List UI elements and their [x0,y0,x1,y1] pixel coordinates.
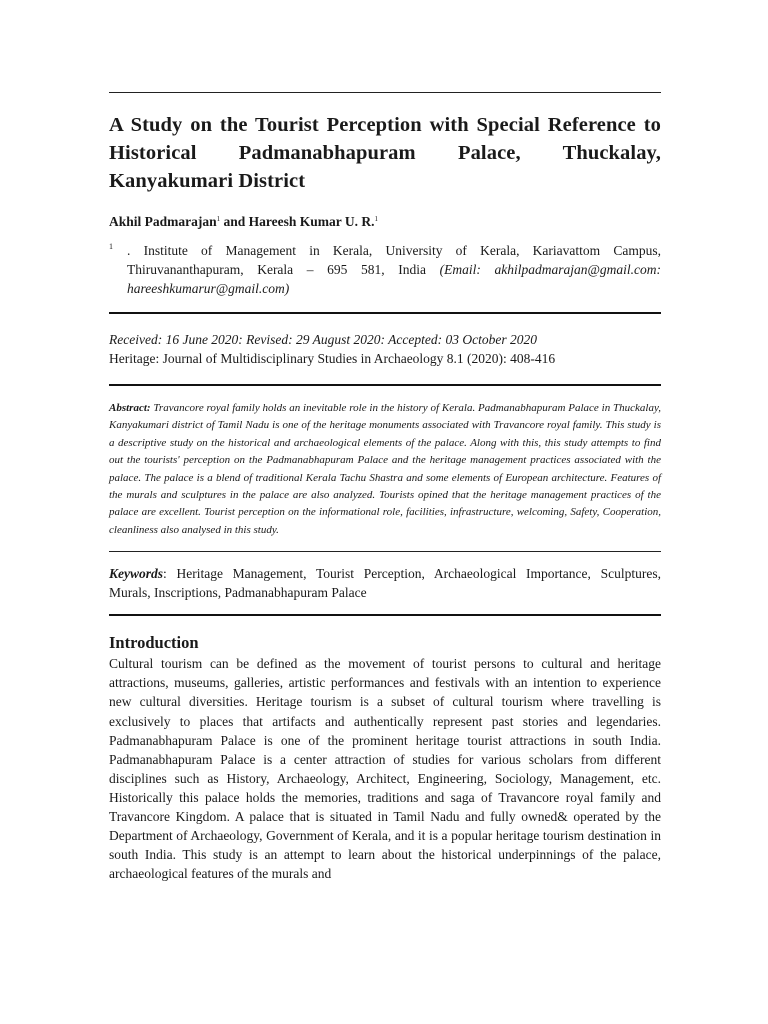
author-joiner: and [220,214,249,229]
author-affiliation-mark: 1 [374,215,379,223]
dates-line: Received: 16 June 2020: Revised: 29 August 2020: Accepted: 03 October 2020 [109,332,537,347]
keywords-text: : Heritage Management, Tourist Perception, Archaeological Importance, Sculptures, Murals, Inscriptions, Padmanabhapuram Palace [109,566,661,601]
dates-rule [109,384,661,386]
journal-line: Heritage: Journal of Multidisciplinary Studies in Archaeology 8.1 (2020): 408-416 [109,351,556,366]
author-name: Akhil Padmarajan [109,214,217,229]
affiliation-mark: 1 [109,242,113,251]
abstract-text: Travancore royal family holds an inevitable role in the history of Kerala. Padmanabhapuram Palace in Thuckalay, Kanyakumari district of Tamil Nadu is one of the heritage monuments associated with Travancore royal family. This study is a descriptive study on the historical and archaeological elements of the palace. Along with this, this study attempts to find out the tourists' perception on the Padmanabhapuram Palace and the heritage management practices associated with the palace. The palace is a blend of traditional Kerala Tachu Shastra and some elements of European architecture. Features of the murals and sculptures in the palace are also analyzed. Tourists opined that the heritage management practices of the palace are excellent. Tourist perception on the informational role, facilities, infrastructure, welcoming, Safety, Cooperation, cleanliness also analysed in this study. [109,402,661,536]
introduction-text: Cultural tourism can be defined as the movement of tourist persons to cultural and heritage attractions, museums, galleries, artistic performances and festivals with an intention to experience new cultural diversities. Heritage tourism is a subset of cultural tourism where travelling is exclusively to places that artifacts and authentically represent past stories and legendaries. Padmanabhapuram Palace is one of the prominent heritage tourist attractions in south India. Padmanabhapuram Palace is a center attraction of studies for various scholars from different disciplines such as History, Archaeology, Architect, Engineering, Sociology, Management, etc. Historically this palace holds the memories, traditions and saga of Travancore royal family and Travancore Kingdom. A palace that is situated in Tamil Nadu and fully owned& operated by the Department of Archaeology, Government of Kerala, and it is a popular heritage tourism destination in south India. This study is an attempt to learn about the historical underpinnings of the palace, archaeological features of the murals and [109,656,661,882]
affiliation [109,241,661,298]
abstract [109,400,661,539]
abstract-rule [109,551,661,552]
affiliation-rule [109,312,661,314]
keywords-label: Keywords [109,566,163,582]
author-name: Hareesh Kumar U. R. [248,214,375,229]
affiliation-email: (Email: akhilpadmarajan@gmail.com: hareeshkumarur@gmail.com) [127,262,661,296]
keywords [109,564,661,602]
paper-title: A Study on the Tourist Perception with Special Reference to Historical Padmanabhapuram Palace, Thuckalay, Kanyakumari District [109,114,661,192]
affiliation-text: . Institute of Management in Kerala, University of Kerala, Kariavattom Campus, Thiruvananthapuram, Kerala – 695 581, India [127,243,661,277]
keywords-rule [109,614,661,616]
publication-info [109,330,661,368]
author-affiliation-mark: 1 [216,215,221,223]
top-rule [109,92,661,93]
abstract-label: Abstract: [109,402,151,414]
introduction-heading: Introduction [109,633,199,653]
author-line [109,210,661,231]
paper-page [109,92,661,883]
